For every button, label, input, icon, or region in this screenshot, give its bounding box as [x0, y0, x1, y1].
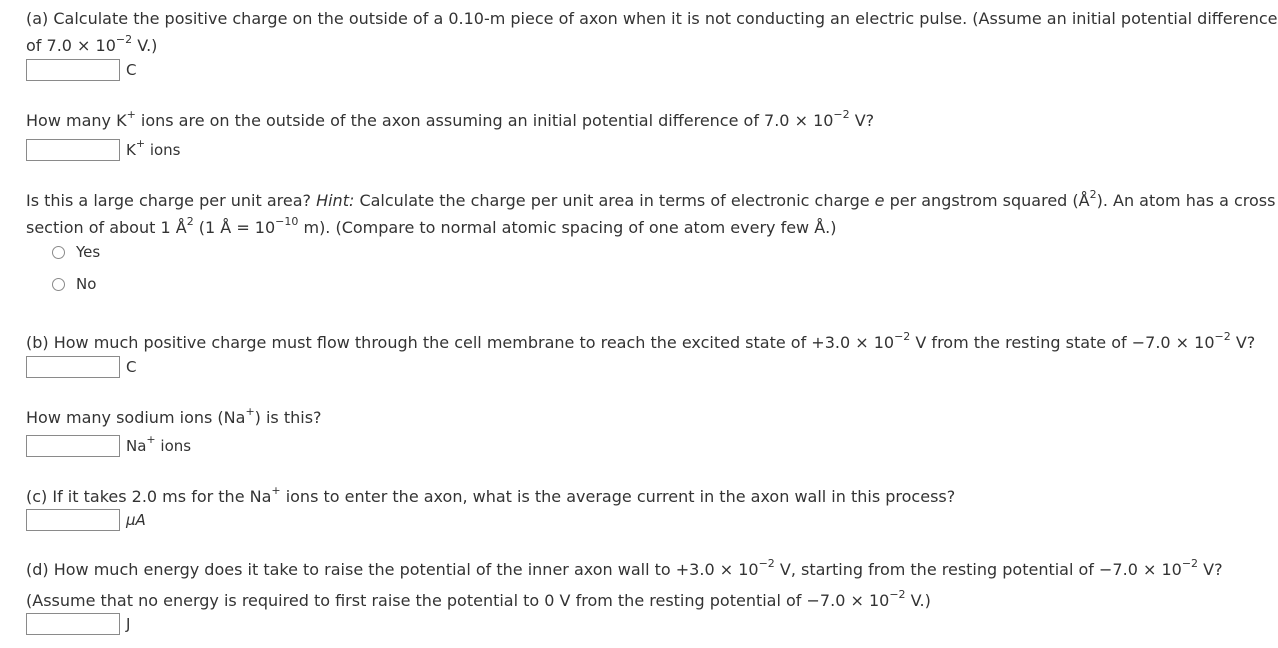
- text: (c) If it takes 2.0 ms for the Na: [26, 487, 272, 506]
- text: Is this a large charge per unit area?: [26, 191, 317, 210]
- part-a-charge-area-question-line1: [26, 187, 1276, 211]
- part-b-charge-input[interactable]: [26, 356, 120, 378]
- superscript: 2: [1089, 187, 1097, 201]
- part-b-charge-answer-row: [26, 355, 136, 379]
- text: V, starting from the resting potential of −7.0 × 10: [774, 560, 1182, 579]
- symbol-e: e: [874, 191, 885, 210]
- exponent: −2: [894, 329, 911, 343]
- exponent: −2: [833, 107, 850, 121]
- text: ions are on the outside of the axon assuming an initial potential difference of 7.0 × 10: [135, 111, 834, 130]
- hint-label: Hint:: [316, 191, 355, 210]
- text: V?: [849, 111, 875, 130]
- text: V.): [905, 591, 931, 610]
- part-d-question-line1: [26, 556, 1223, 580]
- text: (1 Å = 10: [193, 218, 276, 237]
- text: (b) How much positive charge must flow through the cell membrane to reach the excited state of +3.0 × 10: [26, 333, 895, 352]
- option-label-yes: Yes: [76, 243, 101, 261]
- part-a-text: (a) Calculate the positive charge on the outside of a 0.10-m piece of axon when it is not conducting an electric pulse. (Assume an initial potential difference: [26, 9, 1278, 28]
- part-a-charge-area-question-line2: [26, 214, 837, 238]
- unit-label: J: [126, 615, 131, 633]
- text: ions: [145, 141, 181, 159]
- part-a-charge-input[interactable]: [26, 59, 120, 81]
- part-a-question-line2: [26, 32, 158, 56]
- text: ). An atom has a cross: [1096, 191, 1276, 210]
- unit-label: μA: [126, 511, 146, 529]
- part-b-sodium-answer-row: [26, 434, 191, 458]
- option-no[interactable]: [52, 274, 96, 294]
- text: Calculate the charge per unit area in terms of electronic charge: [354, 191, 875, 210]
- superscript: +: [245, 404, 255, 418]
- option-yes[interactable]: [52, 242, 100, 262]
- text: per angstrom squared (Å: [884, 191, 1090, 210]
- text: m). (Compare to normal atomic spacing of one atom every few Å.): [298, 218, 837, 237]
- option-label-no: No: [76, 275, 97, 293]
- text: How many sodium ions (Na: [26, 408, 246, 427]
- part-a-k-ions-input[interactable]: [26, 139, 120, 161]
- unit-label: C: [126, 358, 137, 376]
- exponent: −2: [1214, 329, 1231, 343]
- text: How many K: [26, 111, 127, 130]
- text: Na: [126, 437, 147, 455]
- part-c-current-input[interactable]: [26, 509, 120, 531]
- text: ions to enter the axon, what is the average current in the axon wall in this process?: [280, 487, 956, 506]
- text: (d) How much energy does it take to raise the potential of the inner axon wall to +3.0 × 10: [26, 560, 759, 579]
- unit-label: [126, 433, 192, 455]
- part-c-answer-row: [26, 508, 146, 532]
- exponent: −2: [115, 32, 133, 46]
- part-a-k-ions-question: [26, 107, 875, 131]
- part-a-k-ions-answer-row: [26, 138, 181, 162]
- exponent: −2: [758, 556, 775, 570]
- part-c-question: [26, 483, 956, 507]
- text: ions: [155, 437, 192, 455]
- text: V?: [1198, 560, 1223, 579]
- text: (Assume that no energy is required to first raise the potential to 0 V from the resting potential of −7.0 × 10: [26, 591, 890, 610]
- part-a-charge-answer-row: [26, 58, 136, 82]
- superscript: +: [135, 137, 146, 150]
- radio-button-no[interactable]: [52, 278, 65, 291]
- part-b-sodium-question: [26, 404, 322, 428]
- exponent: −10: [275, 214, 299, 228]
- part-b-charge-question: [26, 329, 1256, 353]
- superscript: 2: [186, 214, 194, 228]
- part-a-question-line1: [26, 9, 1278, 29]
- superscript: +: [126, 107, 136, 121]
- part-d-energy-input[interactable]: [26, 613, 120, 635]
- text: K: [126, 141, 136, 159]
- text: V?: [1230, 333, 1256, 352]
- superscript: +: [271, 483, 281, 497]
- superscript: +: [146, 433, 156, 446]
- text: V from the resting state of −7.0 × 10: [910, 333, 1215, 352]
- text: section of about 1 Å: [26, 218, 187, 237]
- text: V.): [132, 36, 158, 55]
- part-d-answer-row: [26, 612, 130, 636]
- unit-label: [126, 137, 181, 159]
- exponent: −2: [889, 587, 906, 601]
- text: of 7.0 × 10: [26, 36, 116, 55]
- radio-button-yes[interactable]: [52, 246, 65, 259]
- part-d-question-line2: [26, 587, 931, 611]
- unit-label: C: [126, 61, 137, 79]
- part-b-sodium-input[interactable]: [26, 435, 120, 457]
- exponent: −2: [1181, 556, 1199, 570]
- text: ) is this?: [254, 408, 322, 427]
